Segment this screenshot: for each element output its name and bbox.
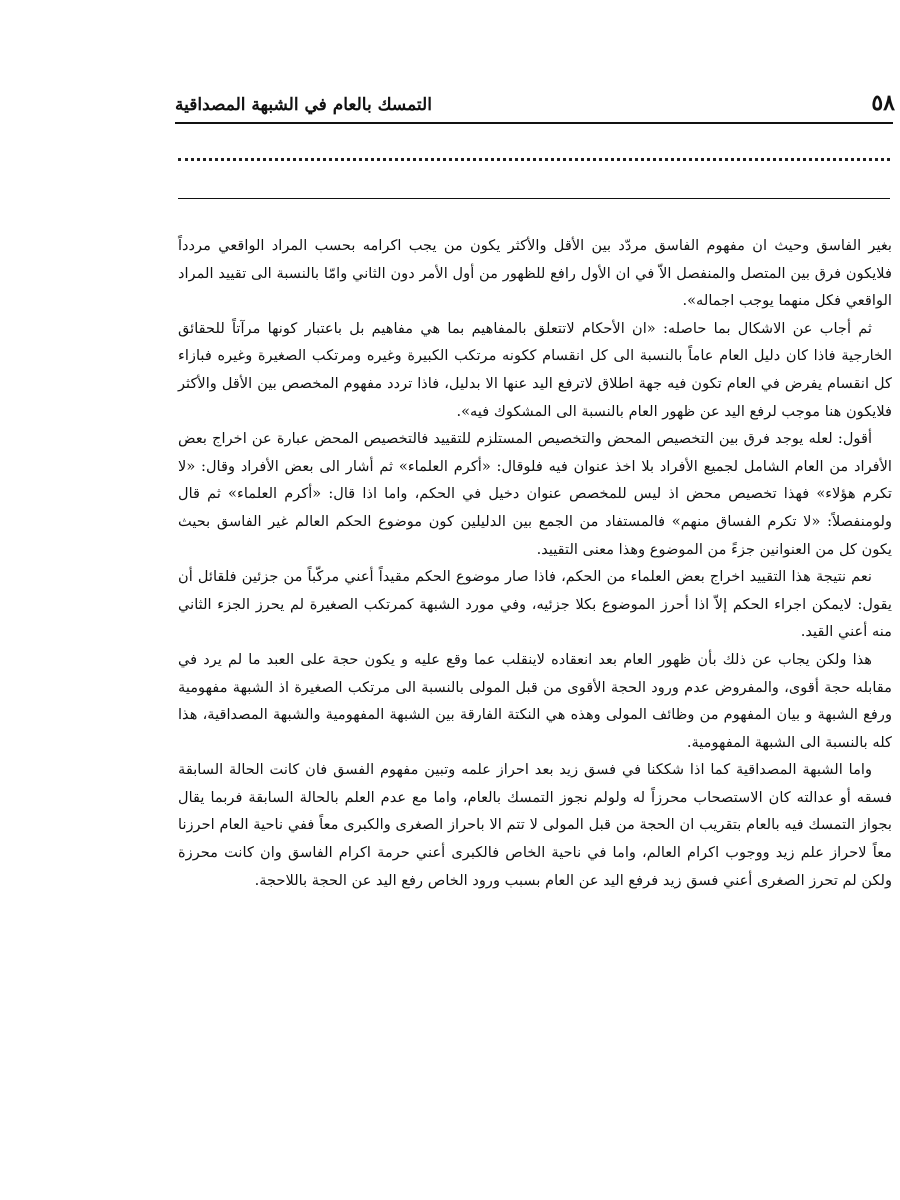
running-title: التمسك بالعام في الشبهة المصداقية [175,95,432,115]
paragraph: أقول: لعله يوجد فرق بين التخصيص المحض والتخصيص المستلزم للتقييد فالتخصيص المحض عبارة عن اخراج بعض الأفراد من العام الشامل لجميع الأفراد بلا اخذ عنوان فيه فلوقال: «أكرم العلماء» ثم أشار الى بعض الأفراد وقال: «لا تكرم هؤلاء» فهذا تخصيص محض اذ ليس للمخصص عنوان دخيل في الحكم، واما اذا قال: «أكرم العلماء» ثم قال ولومنفصلاً: «لا تكرم الفساق منهم» فالمستفاد من الجمع بين الدليلين كون موضوع الحكم العالم غير الفاسق بحيث يكون كل من العنوانين جزءً من الموضوع وهذا معنى التقييد. [178,430,892,558]
page-header [175,88,895,122]
paragraph: بغير الفاسق وحيث ان مفهوم الفاسق مردّد بين الأقل والأكثر يكون من يجب اكرامه بحسب المراد الواقعي مردداً فلايكون فرق بين المتصل والمنفصل الاّ في ان الأول رافع للظهور من أول الأمر دون الثاني وامّا بالنسبة الى تقييد المراد الواقعي فكل منهما يوجب اجماله». [178,237,892,310]
header-rule [175,122,893,124]
paragraph: نعم نتيجة هذا التقييد اخراج بعض العلماء من الحكم، فاذا صار موضوع الحكم مقيداً أعني مركّباً من جزئين فلقائل أن يقول: لايمكن اجراء الحكم إلاّ اذا أحرز الموضوع بكلا جزئيه، وفي مورد الشبهة كمرتكب الصغيرة لم يحرز الجزء الثاني منه أعني القيد. [178,568,892,641]
dotted-separator [178,158,890,161]
body-text [178,232,892,894]
section-rule [178,198,890,199]
page-number: ٥٨ [871,90,895,116]
paragraph: واما الشبهة المصداقية كما اذا شككنا في فسق زيد بعد احراز علمه وتبين مفهوم الفسق فان كانت الحالة السابقة فسقه أو عدالته كان الاستصحاب محرزاً له ولولم نجوز التمسك بالعام، واما مع عدم العلم بالحالة السابقة فربما يقال بجواز التمسك فيه بالعام بتقريب ان الحجة من قبل المولى لا تتم الا باحراز الصغرى والكبرى معاً ففي ناحية العام احرزنا معاً لاحراز علم زيد ووجوب اكرام العالم، واما في ناحية الخاص فالكبرى أعني حرمة اكرام الفاسق وان كانت محرزة ولكن لم تحرز الصغرى أعني فسق زيد فرفع اليد عن العام بسبب ورود الخاص رفع اليد عن الحجة باللاحجة. [178,761,892,889]
paragraph: ثم أجاب عن الاشكال بما حاصله: «ان الأحكام لاتتعلق بالمفاهيم بما هي مفاهيم بل باعتبار كونها مرآتاً للحقائق الخارجية فاذا كان دليل العام عاماً بالنسبة الى كل انقسام ككونه مرتكب الكبيرة وغيره ومرتكب الصغيرة وغيره فبازاء كل انقسام يفرض في العام تكون فيه جهة اطلاق لاترفع اليد عنها الا بدليل، فاذا تردد مفهوم المخصص بين الأقل والأكثر فلايكون هنا موجب لرفع اليد عن ظهور العام بالنسبة الى المشكوك فيه». [178,319,892,420]
paragraph: هذا ولكن يجاب عن ذلك بأن ظهور العام بعد انعقاده لاينقلب عما وقع عليه و يكون حجة على العبد ما لم يرد في مقابله حجة أقوى، والمفروض عدم ورود الحجة الأقوى من قبل المولى بالنسبة الى مرتكب الصغيرة اذ الشبهة مفهومية ورفع الشبهة و بيان المفهوم من وظائف المولى وهذه هي النكتة الفارقة بين الشبهة المفهومية والشبهة المصداقية، هذا كله بالنسبة الى الشبهة المفهومية. [178,650,892,751]
